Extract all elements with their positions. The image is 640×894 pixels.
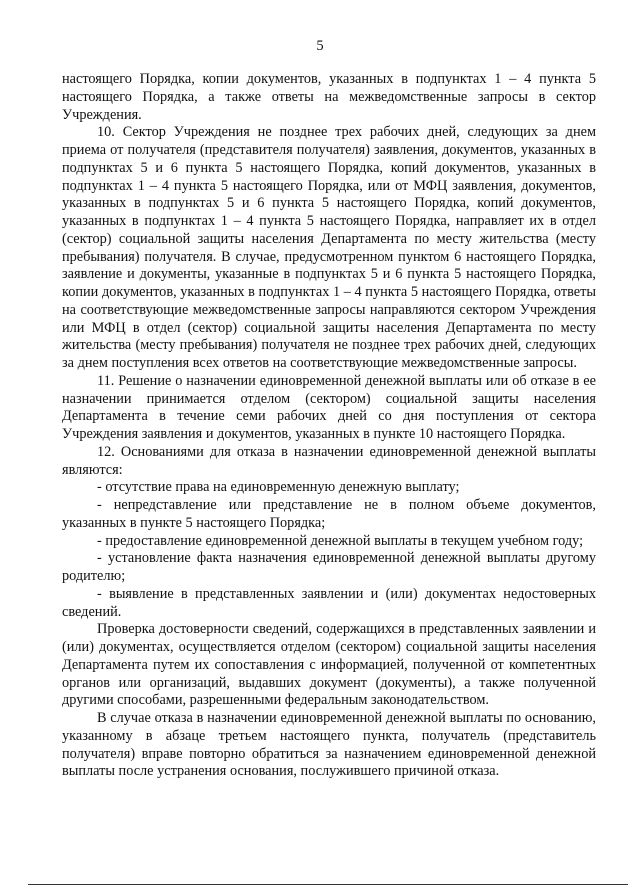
page-number: 5 (316, 38, 324, 54)
list-item: - выявление в представленных заявлении и (или) документах недостоверных сведений. (62, 585, 596, 620)
paragraph-refusal: В случае отказа в назначении единовременной денежной выплаты по основанию, указанному в абзаце третьем настоящего пункта, получатель (представитель получателя) вправе повторно обратиться за назначением единовременной денежной выплаты после устранения основания, послужившего причиной отказа. (62, 710, 596, 780)
paragraph-item-11: 11. Решение о назначении единовременной денежной выплаты или об отказе в ее назначении принимается отделом (сектором) социальной защиты населения Департамента в течение семи рабочих дней со дня поступления от сектора Учреждения заявления и документов, указанных в пункте 10 настоящего Порядка. (62, 372, 596, 442)
paragraph-verification: Проверка достоверности сведений, содержащихся в представленных заявлении и (или) документах, осуществляется отделом (сектором) социальной защиты населения Департамента путем их сопоставления с информацией, полученной от компетентных органов или организаций, выдавших документ (документы), а также полученной другими способами, разрешенными федеральным законодательством. (62, 621, 596, 709)
list-item: - непредставление или представление не в полном объеме документов, указанных в пункте 5 настоящего Порядка; (62, 497, 596, 531)
paragraph-item-12: 12. Основаниями для отказа в назначении единовременной денежной выплаты являются: (62, 443, 596, 478)
document-body (62, 71, 596, 781)
list-item: - предоставление единовременной денежной выплаты в текущем учебном году; (97, 532, 584, 549)
list-item: - установление факта назначения единовременной денежной выплаты другому родителю; (62, 550, 596, 584)
list-item: - отсутствие права на единовременную денежную выплату; (97, 479, 460, 496)
bottom-divider (28, 884, 628, 885)
paragraph-continuation: настоящего Порядка, копии документов, указанных в подпунктах 1 – 4 пункта 5 настоящего Порядка, а также ответы на межведомственные запросы в сектор Учреждения. (62, 71, 596, 123)
paragraph-item-10: 10. Сектор Учреждения не позднее трех рабочих дней, следующих за днем приема от получателя (представителя получателя) заявления, документов, указанных в подпунктах 5 и 6 пункта 5 настоящего Порядка, копий документов, указанных в подпунктах 1 – 4 пункта 5 настоящего Порядка, или от МФЦ заявления, документов, указанных в подпунктах 5 и 6 пункта 5 настоящего Порядка, копий документов, указанных в подпунктах 1 – 4 пункта 5 настоящего Порядка, направляет их в отдел (сектор) социальной защиты населения Департамента по месту жительства (месту пребывания) получателя. В случае, предусмотренном пунктом 6 настоящего Порядка, заявление и документы, указанные в подпунктах 5 и 6 пункта 5 настоящего Порядка, копии документов, указанных в подпунктах 1 – 4 пункта 5 настоящего Порядка, ответы на соответствующие межведомственные запросы направляются сектором Учреждения или МФЦ в отдел (сектор) социальной защиты населения Департамента по месту жительства (месту пребывания) получателя не позднее трех рабочих дней, следующих за днем поступления всех ответов на соответствующие межведомственные запросы. (62, 124, 596, 371)
